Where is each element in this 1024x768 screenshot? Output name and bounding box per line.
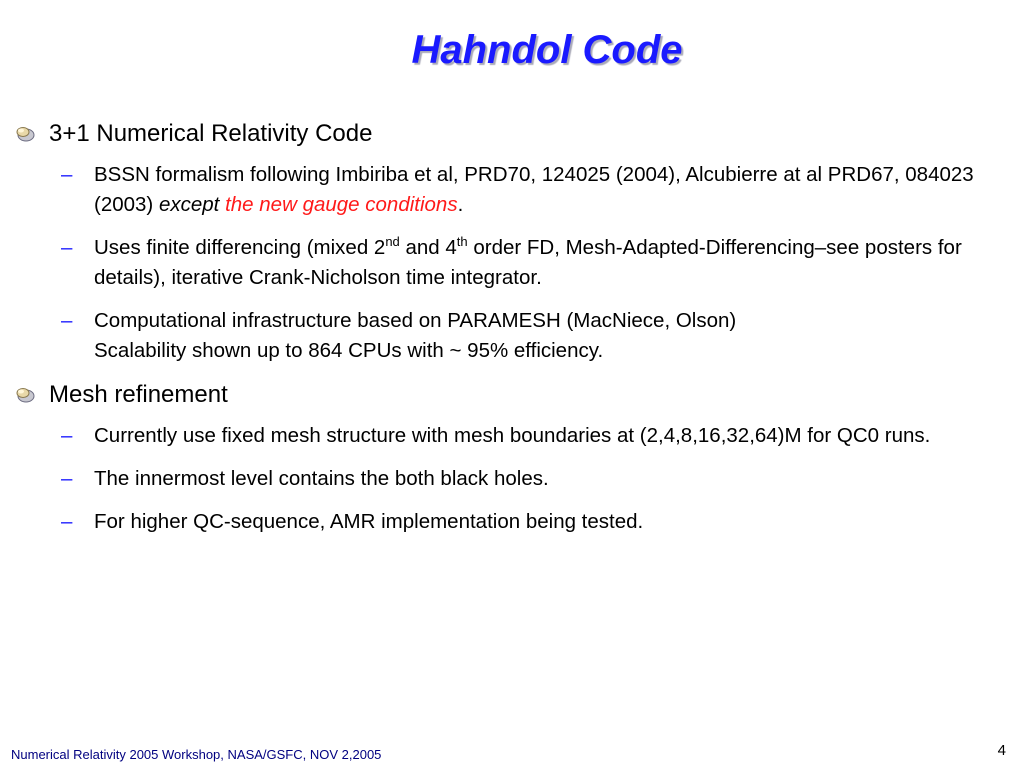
dash-bullet: –: [61, 467, 73, 490]
period-text: .: [457, 193, 464, 216]
bullet-icon: [14, 125, 36, 143]
slide-title: Hahndol Code: [411, 28, 683, 72]
fd-sup-nd: nd: [385, 234, 400, 249]
except-text: except: [158, 193, 220, 216]
section-heading: Mesh refinement: [49, 381, 228, 408]
fixed-mesh-text: Currently use fixed mesh structure with mesh boundaries at (2,4,8,16,32,64)M for QC0 runs.: [94, 424, 931, 447]
footer-text: Numerical Relativity 2005 Workshop, NASA/GSFC, NOV 2,2005: [11, 747, 382, 762]
section-heading: 3+1 Numerical Relativity Code: [49, 120, 373, 147]
dash-bullet: –: [61, 510, 73, 533]
fd-text-part1: Uses finite differencing (mixed 2: [94, 236, 386, 259]
page-number: 4: [997, 742, 1006, 759]
bullet-numerical-relativity-code: [14, 118, 1004, 150]
infrastructure-line1: Computational infrastructure based on PARAMESH (MacNiece, Olson): [94, 309, 737, 332]
sub-bullet-fixed-mesh: [14, 421, 1004, 451]
sub-bullet-finite-differencing: [14, 233, 1004, 293]
gauge-conditions-text: the new gauge conditions: [225, 193, 458, 216]
amr-text: For higher QC-sequence, AMR implementation being tested.: [94, 510, 644, 533]
dash-bullet: –: [61, 163, 73, 186]
sub-bullet-amr: [14, 507, 1004, 537]
bullet-icon: [14, 386, 36, 404]
bssn-text: BSSN formalism following Imbiriba et al, PRD70, 124025 (2004), Alcubierre at al PRD67, 084023 (2003): [94, 163, 974, 216]
fd-sup-th: th: [456, 234, 468, 249]
infrastructure-line2: Scalability shown up to 864 CPUs with ~ 95% efficiency.: [94, 339, 604, 362]
sub-bullet-infrastructure: [14, 306, 1004, 366]
sub-bullet-innermost-level: [14, 464, 1004, 494]
fd-text-part3: order FD, Mesh-Adapted-Differencing–see posters for details), iterative Crank-Nicholson time integrator.: [94, 236, 962, 289]
fd-text-part2: and 4: [399, 236, 457, 259]
slide-content: [14, 118, 1004, 550]
dash-bullet: –: [61, 236, 73, 259]
dash-bullet: –: [61, 424, 73, 447]
innermost-level-text: The innermost level contains the both black holes.: [94, 467, 549, 490]
sub-bullet-bssn: [14, 160, 1004, 220]
dash-bullet: –: [61, 309, 73, 332]
bullet-mesh-refinement: [14, 379, 1004, 411]
